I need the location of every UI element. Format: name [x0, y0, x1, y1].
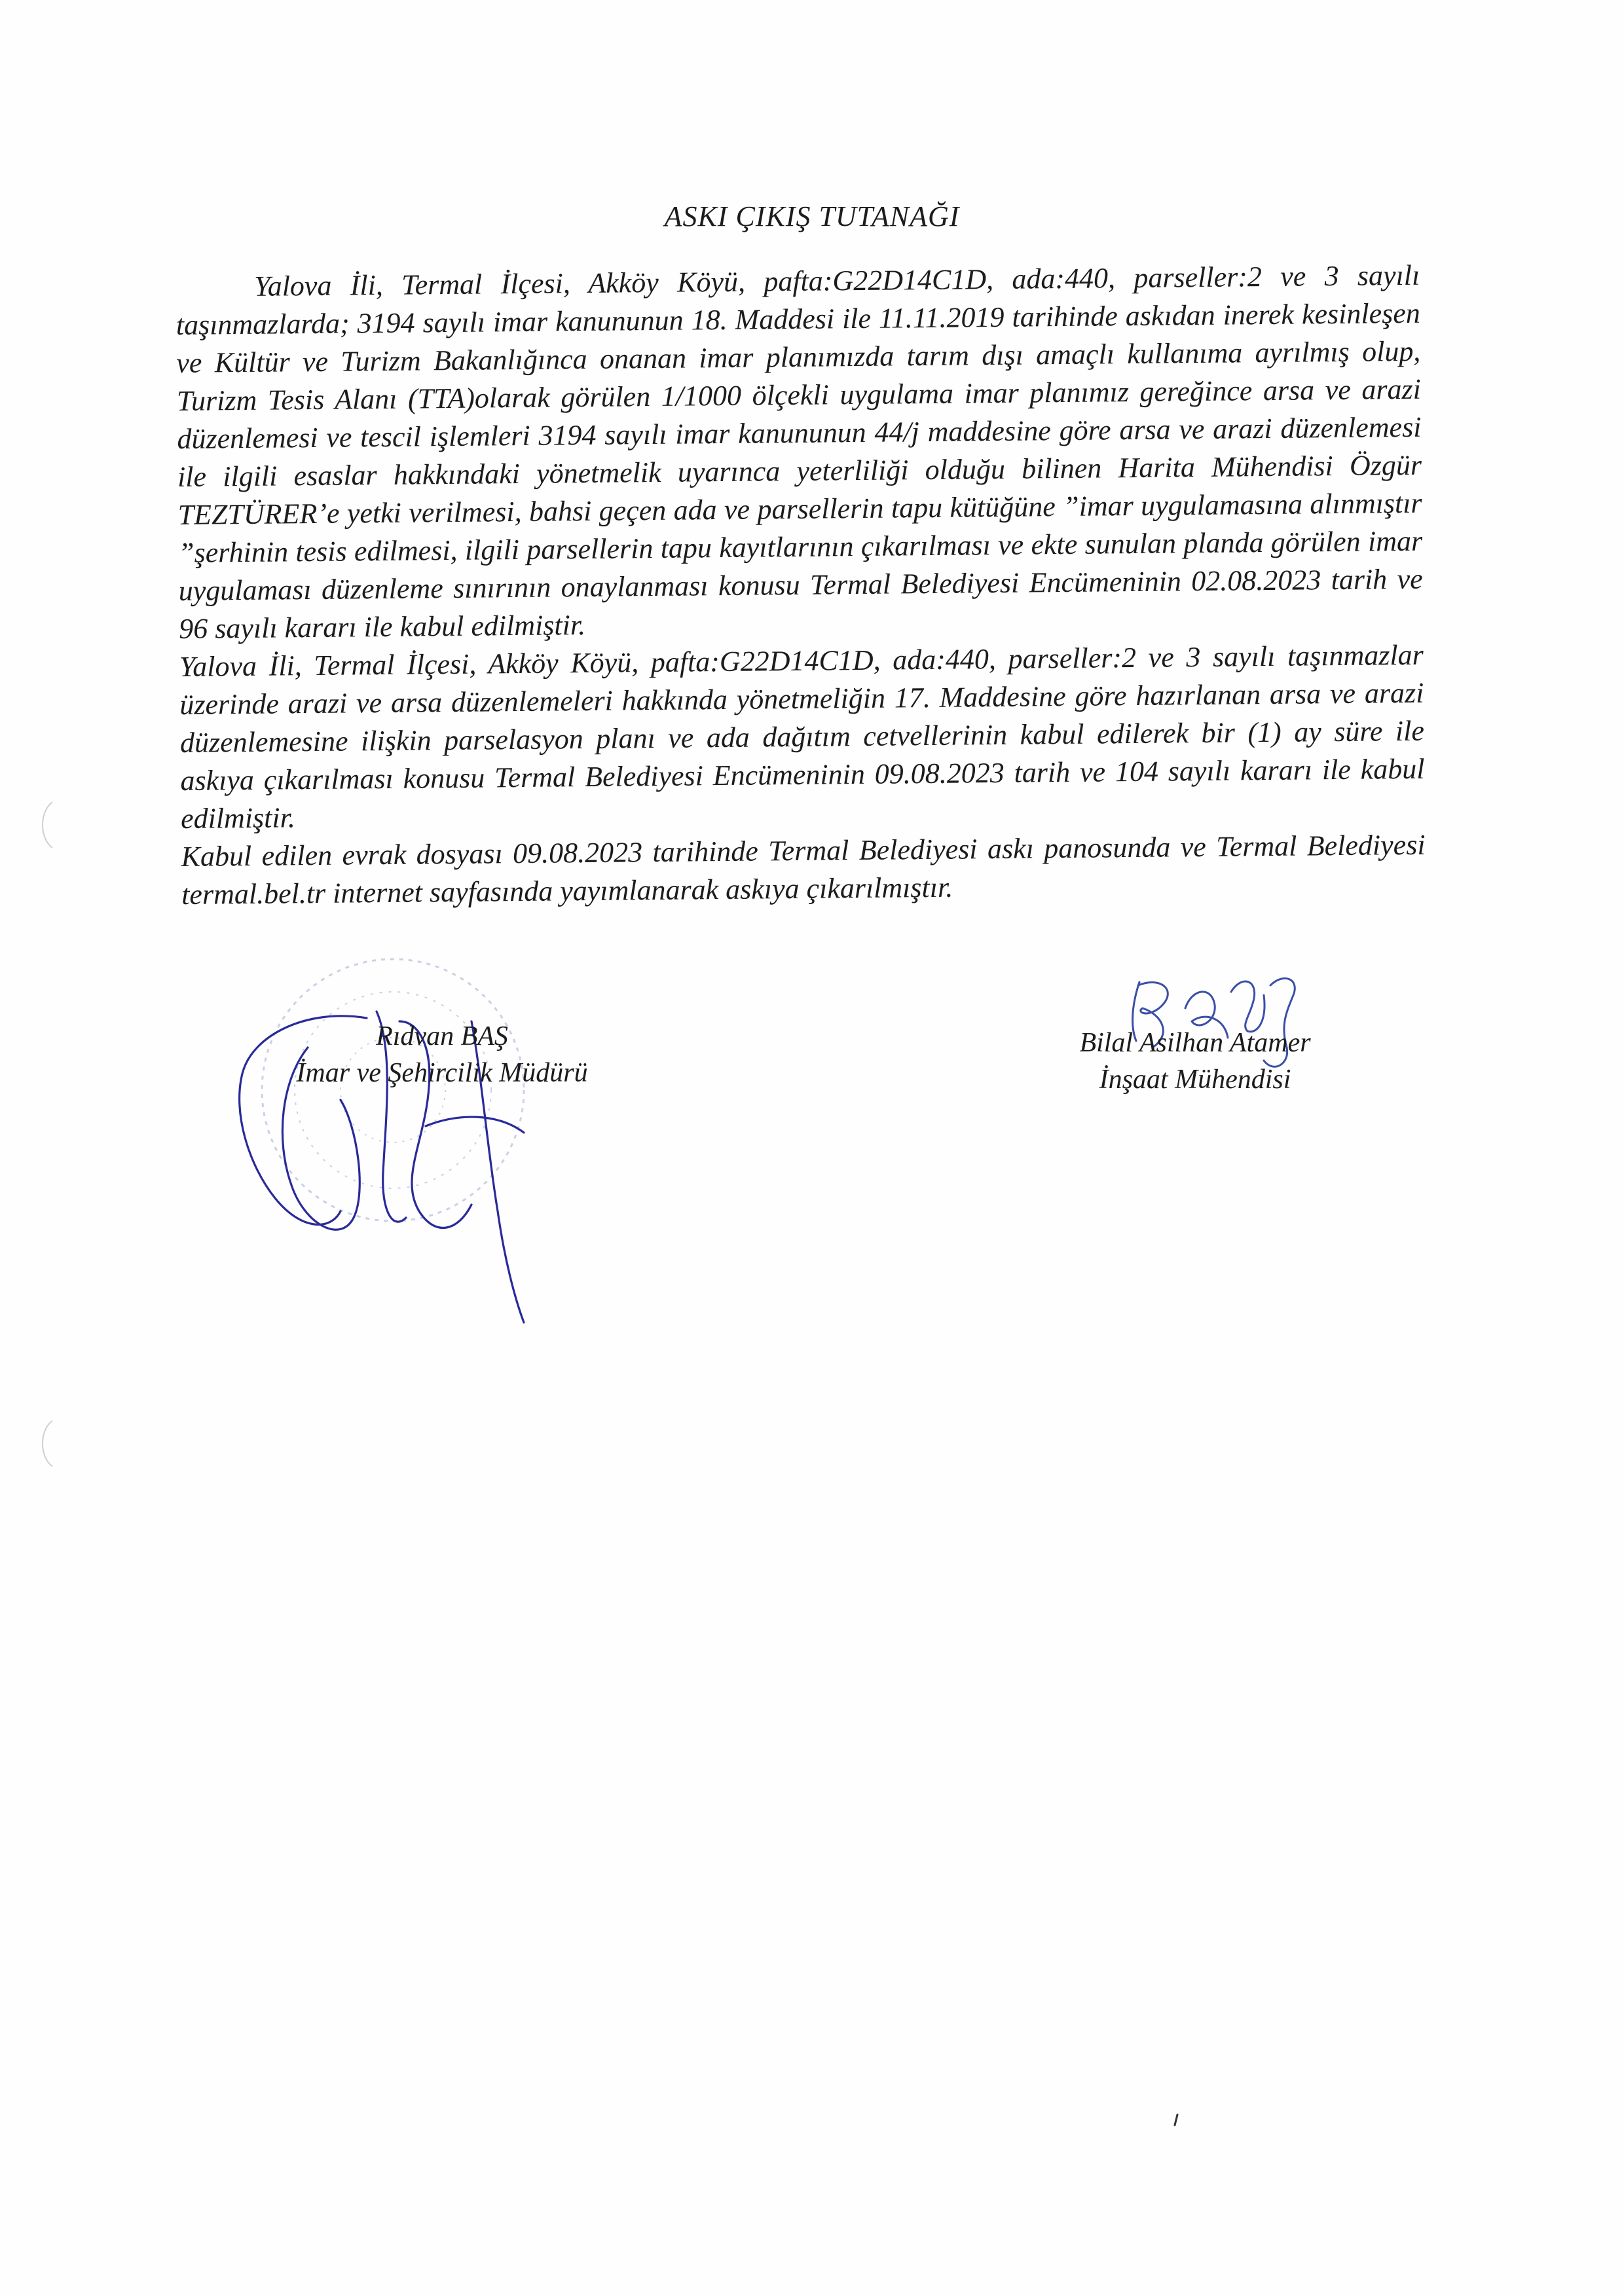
paragraph-3: Kabul edilen evrak dosyası 09.08.2023 tarihinde Termal Belediyesi askı panosunda ve Termal Belediyesi termal.bel.tr internet sayfasında yayımlanarak askıya çıkarılmıştır.	[181, 828, 1426, 911]
stray-mark	[1175, 2115, 1177, 2125]
document-title: ASKI ÇIKIŞ TUTANAĞI	[664, 200, 960, 232]
paragraph-1: Yalova İli, Termal İlçesi, Akköy Köyü, pafta:G22D14C1D, ada:440, parseller:2 ve 3 sayılı taşınmazlarda; 3194 sayılı imar kanununun 18. Maddesi ile 11.11.2019 tarihinde askıdan inerek kesinleşen ve Kültür ve Turizm Bakanlığınca onanan imar planımızda tarım dışı amaçlı kullanıma ayrılmış olup, Turizm Tesis Alanı (TTA)olarak görülen 1/1000 ölçekli uygulama imar planımız gereğince arsa ve arazi düzenlemesi ve tescil işlemleri 3194 sayılı imar kanununun 44/j maddesine göre arsa ve arazi düzenlemesi ile ilgili esaslar hakkındaki yönetmelik uyarınca yeterliliği olduğu bilinen Harita Mühendisi Özgür TEZTÜRER’e yetki verilmesi, bahsi geçen ada ve parsellerin tapu kütüğüne ”imar uygulamasına alınmıştır ”şerhinin tesis edilmesi, ilgili parsellerin tapu kayıtlarının çıkarılması ve ekte sunulan planda görülen imar uygulaması düzenleme sınırının onaylanması konusu Termal Belediyesi Encümeninin 02.08.2023 tarih ve 96 sayılı kararı ile kabul edilmiştir.	[175, 259, 1423, 645]
paragraph-2: Yalova İli, Termal İlçesi, Akköy Köyü, pafta:G22D14C1D, ada:440, parseller:2 ve 3 sayılı taşınmazlar üzerinde arazi ve arsa düzenlemeleri hakkında yönetmeliğin 17. Maddesine göre hazırlanan arsa ve arazi düzenlemesine ilişkin parselasyon planı ve ada dağıtım cetvellerinin kabul edilerek bir (1) ay süre ile askıya çıkarılması konusu Termal Belediyesi Encümeninin 09.08.2023 tarih ve 104 sayılı kararı ile kabul edilmiştir.	[179, 638, 1425, 835]
signatory-left-name: Rıdvan BAŞ	[376, 1021, 508, 1051]
signatory-right-role: İnşaat Mühendisi	[1099, 1065, 1291, 1095]
document-body	[175, 257, 1426, 914]
punch-hole-top	[43, 802, 52, 848]
signatory-right	[1025, 1025, 1365, 1098]
punch-hole-bottom	[43, 1421, 52, 1467]
signatory-right-name: Bilal Asilhan Atamer	[1079, 1028, 1311, 1058]
signatory-left	[259, 1018, 625, 1091]
signatory-left-role: İmar ve Şehircilik Müdürü	[296, 1058, 588, 1088]
